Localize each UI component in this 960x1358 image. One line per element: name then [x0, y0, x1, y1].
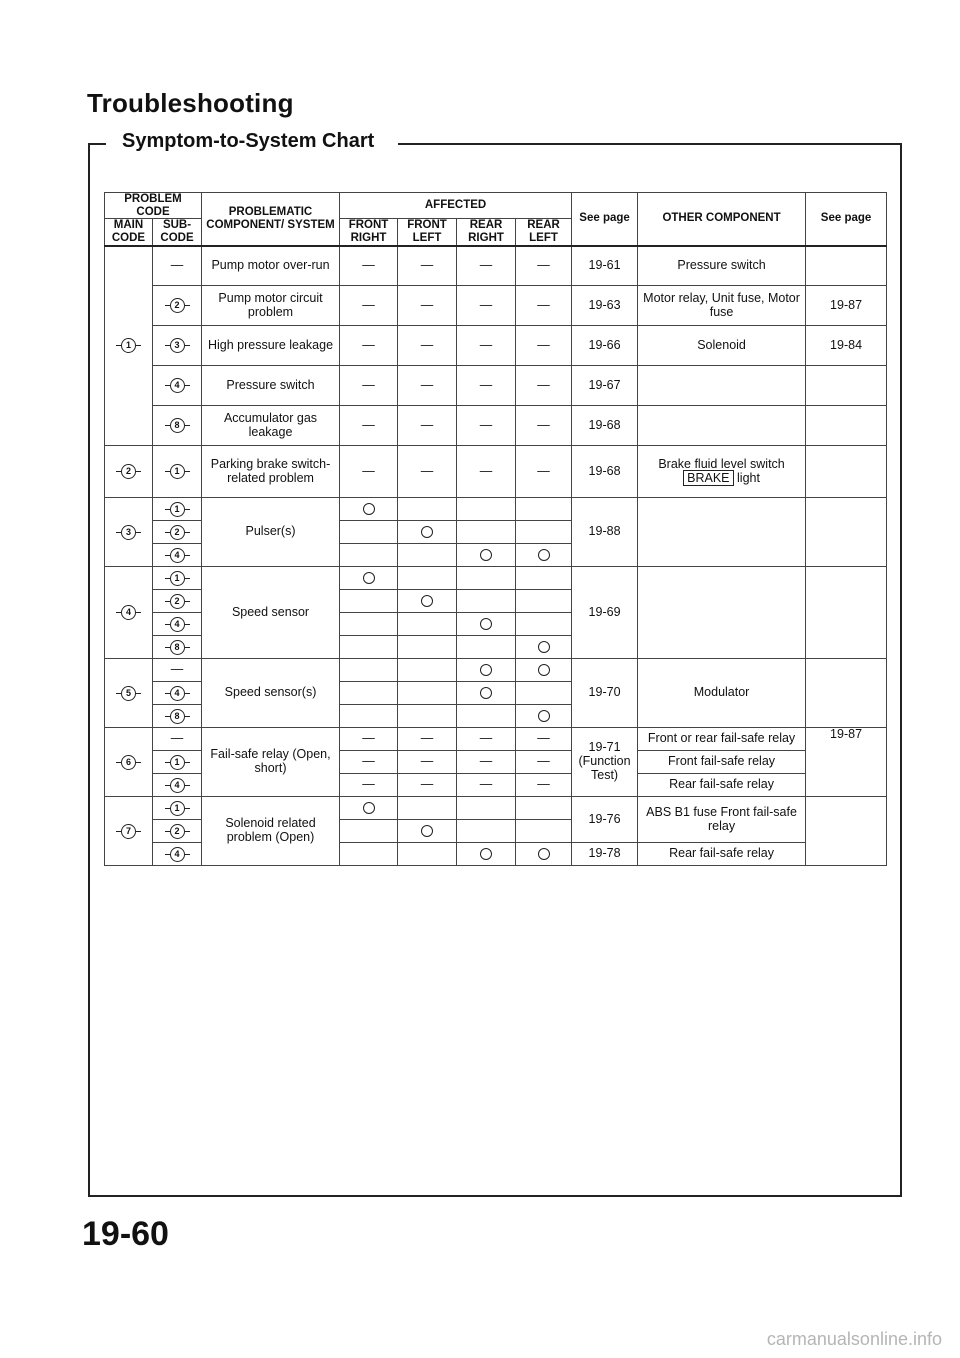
dash-mark: — [537, 731, 550, 746]
affected-cell [457, 682, 516, 705]
sub-code-cell [153, 751, 202, 774]
affected-cell [457, 446, 516, 498]
table-row [105, 659, 887, 682]
see-page-2-cell: 19-84 [806, 326, 887, 366]
circle-mark [538, 848, 550, 860]
affected-cell [340, 751, 398, 774]
circle-mark [538, 641, 550, 653]
dash-mark: — [362, 777, 375, 792]
dash-mark: — [362, 754, 375, 769]
system-cell: Solenoid related problem (Open) [202, 797, 340, 866]
see-page-cell: 19-76 [572, 797, 638, 843]
affected-cell [457, 751, 516, 774]
sub-code-cell [153, 820, 202, 843]
circle-mark [421, 595, 433, 607]
see-page-2-cell [806, 446, 887, 498]
affected-cell [398, 797, 457, 820]
affected-cell [340, 682, 398, 705]
dash-mark: — [479, 417, 493, 432]
header-other-component: OTHER COMPONENT [638, 193, 806, 246]
dash-mark: — [362, 257, 375, 272]
sub-code-icon: 4 [170, 378, 185, 393]
affected-cell [457, 544, 516, 567]
affected-cell [516, 751, 572, 774]
main-code-icon: 2 [121, 464, 136, 479]
main-code-icon: 4 [121, 605, 136, 620]
affected-cell [398, 446, 457, 498]
see-page-cell: 19-69 [572, 567, 638, 659]
dash-mark: — [420, 297, 434, 312]
affected-cell [398, 751, 457, 774]
sub-code-cell [153, 246, 202, 286]
sub-code-icon: 2 [170, 525, 185, 540]
dash-mark: — [479, 337, 493, 352]
sub-code-icon: 3 [170, 338, 185, 353]
sub-code-cell [153, 705, 202, 728]
header-rear-left: REAR LEFT [516, 219, 572, 246]
header-main-code: MAIN CODE [105, 219, 153, 246]
dash-mark: — [420, 777, 434, 792]
dash-mark: — [362, 417, 375, 432]
affected-cell [457, 498, 516, 521]
main-code-cell [105, 728, 153, 797]
see-page-cell: 19-78 [572, 843, 638, 866]
affected-cell [516, 728, 572, 751]
affected-cell [398, 246, 457, 286]
affected-cell [457, 774, 516, 797]
dash-mark: — [420, 377, 434, 392]
table-row [105, 406, 887, 446]
sub-code-icon: 8 [170, 418, 185, 433]
affected-cell [398, 705, 457, 728]
brake-light-label: BRAKE [683, 470, 733, 486]
affected-cell [516, 705, 572, 728]
table-row [105, 446, 887, 498]
affected-cell [340, 636, 398, 659]
header-see-page: See page [572, 193, 638, 246]
see-page-cell: 19-66 [572, 326, 638, 366]
dash-mark: — [537, 297, 550, 312]
dash-mark: — [537, 417, 550, 432]
dash-mark: — [420, 257, 434, 272]
main-code-icon: 3 [121, 525, 136, 540]
affected-cell [398, 498, 457, 521]
sub-code-cell [153, 843, 202, 866]
dash-mark: — [537, 777, 550, 792]
main-code-icon: 6 [121, 755, 136, 770]
symptom-chart [104, 192, 887, 866]
affected-cell [398, 820, 457, 843]
affected-cell [457, 590, 516, 613]
other-component-cell [638, 366, 806, 406]
brake-light-suffix: light [737, 470, 760, 485]
table-row [105, 567, 887, 590]
sub-code-cell [153, 286, 202, 326]
main-code-cell [105, 567, 153, 659]
affected-cell [340, 498, 398, 521]
see-page-2-cell [806, 797, 887, 866]
sub-code-cell [153, 446, 202, 498]
main-code-cell [105, 498, 153, 567]
main-code-icon: 1 [121, 338, 136, 353]
affected-cell [457, 705, 516, 728]
dash-mark: — [362, 337, 375, 352]
see-page-cell: 19-68 [572, 446, 638, 498]
affected-cell [398, 613, 457, 636]
dash-mark: — [479, 731, 493, 746]
affected-cell [457, 406, 516, 446]
affected-cell [398, 326, 457, 366]
table-row [105, 326, 887, 366]
dash-mark: — [420, 417, 434, 432]
dash-mark: — [479, 777, 493, 792]
circle-mark [480, 549, 492, 561]
sub-code-cell [153, 659, 202, 682]
other-component-cell [638, 286, 806, 326]
sub-code-cell [153, 682, 202, 705]
other-component-cell [638, 406, 806, 446]
other-component-cell: Rear fail-safe relay [638, 843, 806, 866]
dash-mark: — [537, 337, 550, 352]
other-component-cell [638, 567, 806, 659]
see-page-2-cell [806, 246, 887, 286]
see-page-cell: 19-70 [572, 659, 638, 728]
affected-cell [340, 326, 398, 366]
other-component-cell: ABS B1 fuse Front fail-safe relay [638, 797, 806, 843]
sub-code-cell [153, 521, 202, 544]
circle-mark [363, 802, 375, 814]
sub-code-icon: 4 [170, 617, 185, 632]
affected-cell [516, 246, 572, 286]
system-cell: Pressure switch [202, 366, 340, 406]
sub-code-icon: 4 [170, 548, 185, 563]
affected-cell [457, 521, 516, 544]
affected-cell [340, 613, 398, 636]
circle-mark [421, 526, 433, 538]
dash-mark: — [479, 257, 493, 272]
affected-cell [340, 705, 398, 728]
system-cell: Pump motor over-run [202, 246, 340, 286]
affected-cell [398, 521, 457, 544]
dash-mark: — [362, 731, 375, 746]
header-affected: AFFECTED [340, 193, 572, 219]
affected-cell [340, 774, 398, 797]
sub-code-cell [153, 406, 202, 446]
affected-cell [457, 636, 516, 659]
table-row [105, 366, 887, 406]
affected-cell [340, 246, 398, 286]
other-component-cell [638, 246, 806, 286]
table-row [105, 286, 887, 326]
dash-mark: — [479, 377, 493, 392]
header-front-left: FRONT LEFT [398, 219, 457, 246]
affected-cell [516, 590, 572, 613]
see-page-cell: 19-68 [572, 406, 638, 446]
affected-cell [457, 613, 516, 636]
table-row [105, 498, 887, 521]
dash-mark: — [170, 731, 184, 746]
affected-cell [340, 366, 398, 406]
other-component-cell [638, 774, 806, 797]
dash-mark: — [170, 257, 184, 272]
affected-cell [516, 613, 572, 636]
sub-code-cell [153, 498, 202, 521]
see-page-2-cell [806, 366, 887, 406]
affected-cell [457, 246, 516, 286]
system-cell: Fail-safe relay (Open, short) [202, 728, 340, 797]
system-cell: Parking brake switch-related problem [202, 446, 340, 498]
sub-code-icon: 4 [170, 778, 185, 793]
see-page-2-cell [806, 659, 887, 728]
affected-cell [516, 498, 572, 521]
dash-mark: — [537, 463, 550, 478]
sub-code-icon: 2 [170, 824, 185, 839]
affected-cell [398, 406, 457, 446]
affected-cell [457, 659, 516, 682]
affected-cell [340, 567, 398, 590]
affected-cell [516, 326, 572, 366]
dash-mark: — [170, 662, 184, 677]
dash-mark: — [537, 257, 550, 272]
see-page-2-cell: 19-87 [806, 286, 887, 326]
sub-code-cell [153, 774, 202, 797]
affected-cell [340, 590, 398, 613]
affected-cell [340, 544, 398, 567]
affected-cell [516, 567, 572, 590]
circle-mark [421, 825, 433, 837]
dash-mark: — [420, 337, 434, 352]
system-cell: Speed sensor [202, 567, 340, 659]
see-page-2-cell [806, 406, 887, 446]
main-code-icon: 7 [121, 824, 136, 839]
page-number: 19-60 [82, 1215, 169, 1253]
main-code-cell [105, 446, 153, 498]
see-page-cell: 19-63 [572, 286, 638, 326]
affected-cell [340, 286, 398, 326]
sub-code-cell [153, 366, 202, 406]
affected-cell [457, 843, 516, 866]
see-page-cell: 19-67 [572, 366, 638, 406]
header-problematic: PROBLEMATIC COMPONENT/ SYSTEM [202, 193, 340, 246]
affected-cell [516, 544, 572, 567]
circle-mark [538, 710, 550, 722]
other-component-cell [638, 326, 806, 366]
affected-cell [457, 366, 516, 406]
table-row [105, 246, 887, 286]
affected-cell [398, 286, 457, 326]
affected-cell [398, 544, 457, 567]
other-component-text: Brake fluid level switch [658, 456, 785, 471]
watermark: carmanualsonline.info [766, 1329, 942, 1349]
affected-cell [398, 366, 457, 406]
affected-cell [457, 326, 516, 366]
affected-cell [457, 728, 516, 751]
circle-mark [480, 848, 492, 860]
see-page-2-cell [806, 498, 887, 567]
page-title: Troubleshooting [87, 88, 294, 118]
affected-cell [398, 636, 457, 659]
other-component-text: Motor relay, Unit fuse, Motor fuse [643, 290, 800, 319]
system-cell: Pump motor circuit problem [202, 286, 340, 326]
affected-cell [516, 406, 572, 446]
affected-cell [516, 521, 572, 544]
sub-code-cell [153, 590, 202, 613]
sub-code-cell [153, 728, 202, 751]
main-code-cell [105, 246, 153, 446]
sub-code-cell [153, 544, 202, 567]
see-page-cell: 19-61 [572, 246, 638, 286]
affected-cell [457, 286, 516, 326]
affected-cell [340, 843, 398, 866]
circle-mark [480, 664, 492, 676]
section-subtitle: Symptom-to-System Chart [116, 130, 380, 153]
table-row [105, 728, 887, 751]
system-cell: Accumulator gas leakage [202, 406, 340, 446]
see-page-2-cell [806, 567, 887, 659]
dash-mark: — [420, 754, 434, 769]
affected-cell [340, 521, 398, 544]
header-sub-code: SUB- CODE [153, 219, 202, 246]
main-code-icon: 5 [121, 686, 136, 701]
affected-cell [516, 636, 572, 659]
dash-mark: — [479, 754, 493, 769]
header-problem-code: PROBLEM CODE [105, 193, 202, 219]
dash-mark: — [362, 297, 375, 312]
other-component-text: Pressure switch [677, 257, 766, 272]
affected-cell [516, 659, 572, 682]
affected-cell [516, 446, 572, 498]
affected-cell [340, 406, 398, 446]
sub-code-icon: 1 [170, 464, 185, 479]
other-component-text: Front or rear fail-safe relay [647, 731, 796, 746]
affected-cell [457, 820, 516, 843]
affected-cell [516, 286, 572, 326]
main-code-cell [105, 659, 153, 728]
affected-cell [398, 682, 457, 705]
affected-cell [340, 797, 398, 820]
affected-cell [516, 774, 572, 797]
other-component-cell [638, 728, 806, 751]
other-component-cell [638, 446, 806, 498]
affected-cell [340, 820, 398, 843]
dash-mark: — [362, 377, 375, 392]
sub-code-icon: 2 [170, 298, 185, 313]
sub-code-icon: 8 [170, 640, 185, 655]
affected-cell [457, 797, 516, 820]
sub-code-icon: 1 [170, 755, 185, 770]
table-row [105, 797, 887, 820]
main-code-cell [105, 797, 153, 866]
sub-code-icon: 8 [170, 709, 185, 724]
affected-cell [516, 820, 572, 843]
affected-cell [340, 446, 398, 498]
dash-mark: — [362, 463, 375, 478]
affected-cell [340, 728, 398, 751]
sub-code-cell [153, 613, 202, 636]
dash-mark: — [479, 463, 493, 478]
header-front-right: FRONT RIGHT [340, 219, 398, 246]
sub-code-icon: 4 [170, 847, 185, 862]
see-page-cell: 19-88 [572, 498, 638, 567]
other-component-cell [638, 498, 806, 567]
dash-mark: — [420, 463, 434, 478]
dash-mark: — [537, 754, 550, 769]
dash-mark: — [420, 731, 434, 746]
circle-mark [363, 503, 375, 515]
sub-code-icon: 1 [170, 801, 185, 816]
affected-cell [398, 567, 457, 590]
circle-mark [538, 664, 550, 676]
other-component-text: Solenoid [697, 337, 746, 352]
sub-code-icon: 4 [170, 686, 185, 701]
other-component-cell [638, 751, 806, 774]
dash-mark: — [479, 297, 493, 312]
header-rear-right: REAR RIGHT [457, 219, 516, 246]
affected-cell [516, 366, 572, 406]
affected-cell [516, 797, 572, 820]
system-cell: Speed sensor(s) [202, 659, 340, 728]
see-page-2-cell: 19-87 [806, 728, 887, 797]
affected-cell [516, 682, 572, 705]
circle-mark [538, 549, 550, 561]
sub-code-cell [153, 567, 202, 590]
sub-code-cell [153, 636, 202, 659]
chart-body [105, 246, 887, 866]
other-component-text: Rear fail-safe relay [669, 777, 774, 792]
affected-cell [398, 843, 457, 866]
affected-cell [516, 843, 572, 866]
system-cell: Pulser(s) [202, 498, 340, 567]
system-cell: High pressure leakage [202, 326, 340, 366]
sub-code-cell [153, 797, 202, 820]
other-component-text: Front fail-safe relay [668, 754, 776, 769]
circle-mark [480, 618, 492, 630]
dash-mark: — [537, 377, 550, 392]
affected-cell [398, 590, 457, 613]
affected-cell [457, 567, 516, 590]
affected-cell [398, 728, 457, 751]
header-see-page-2: See page [806, 193, 887, 246]
affected-cell [398, 774, 457, 797]
sub-code-icon: 1 [170, 571, 185, 586]
sub-code-icon: 1 [170, 502, 185, 517]
see-page-cell: 19-71 (Function Test) [572, 728, 638, 797]
other-component-cell: Modulator [638, 659, 806, 728]
sub-code-icon: 2 [170, 594, 185, 609]
sub-code-cell [153, 326, 202, 366]
circle-mark [363, 572, 375, 584]
affected-cell [340, 659, 398, 682]
affected-cell [398, 659, 457, 682]
circle-mark [480, 687, 492, 699]
